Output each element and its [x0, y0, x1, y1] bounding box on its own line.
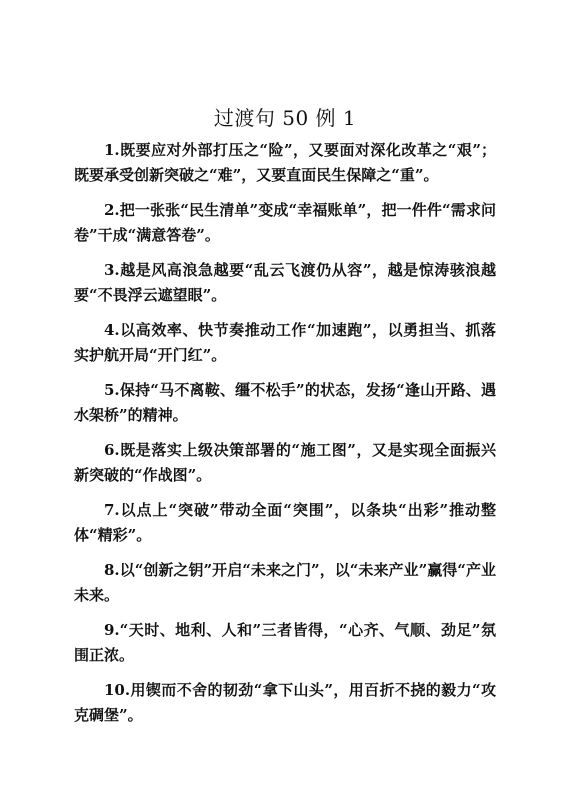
- paragraph-item-7: 7.以点上“突破”带动全面“突围”，以条块“出彩”推动整体“精彩”。: [74, 501, 496, 544]
- document-title: 过渡句 50 例 1: [213, 106, 357, 130]
- paragraph-item-5: 5.保持“马不离鞍、缰不松手”的状态，发扬“逢山开路、遇水架桥”的精神。: [74, 381, 496, 424]
- paragraph-item-8: 8.以“创新之钥”开启“未来之门”，以“未来产业”赢得“产业未来。: [74, 561, 496, 604]
- paragraph-item-3: 3.越是风高浪急越要“乱云飞渡仍从容”，越是惊涛骇浪越要“不畏浮云遮望眼”。: [74, 261, 496, 304]
- paragraph-item-9: 9.“天时、地利、人和”三者皆得，“心齐、气顺、劲足”氛围正浓。: [74, 621, 496, 664]
- paragraph-item-10: 10.用锲而不舍的韧劲“拿下山头”，用百折不挠的毅力“攻克碉堡”。: [74, 681, 496, 724]
- paragraph-item-2: 2.把一张张“民生清单”变成“幸福账单”，把一件件“需求问卷”干成“满意答卷”。: [74, 201, 496, 244]
- paragraph-item-1: 1.既要应对外部打压之“险”，又要面对深化改革之“艰”；既要承受创新突破之“难”，又要直面民生保障之“重”。: [74, 141, 496, 184]
- paragraph-item-6: 6.既是落实上级决策部署的“施工图”，又是实现全面振兴新突破的“作战图”。: [74, 441, 496, 484]
- paragraph-item-4: 4.以高效率、快节奏推动工作“加速跑”，以勇担当、抓落实护航开局“开门红”。: [74, 321, 496, 364]
